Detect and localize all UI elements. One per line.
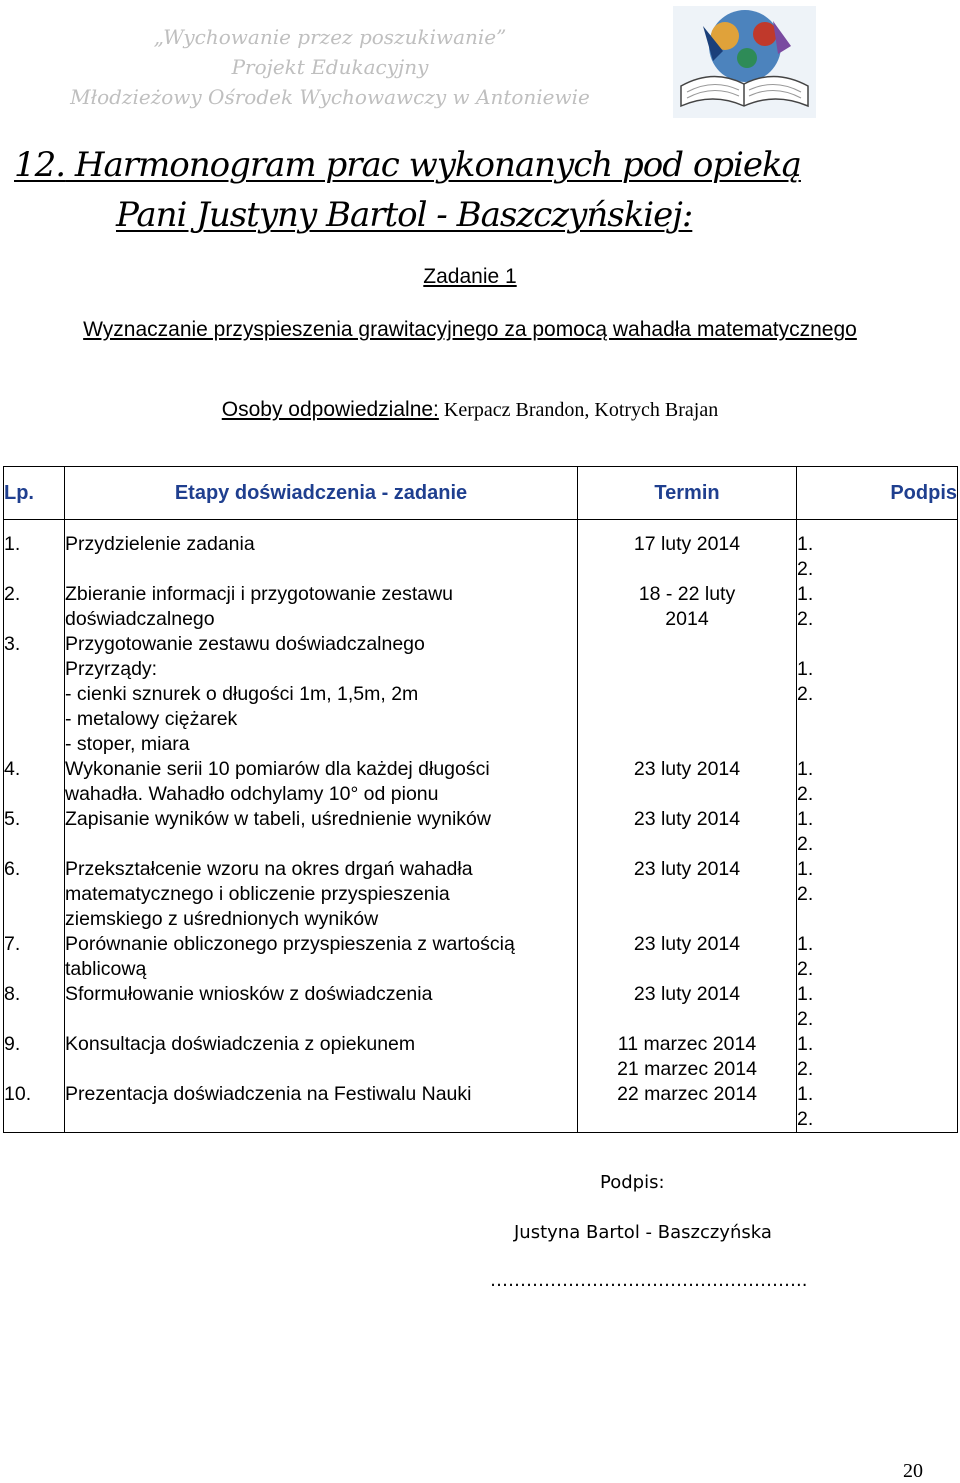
cell-term-line: 21 marzec 2014 — [617, 1058, 757, 1080]
cell-sign-line: 2. — [797, 833, 814, 855]
cell-task-line: Prezentacja doświadczenia na Festiwalu Nauki — [65, 1083, 472, 1105]
cell-task-line: Konsultacja doświadczenia z opiekunem — [65, 1033, 416, 1055]
cell-task — [65, 757, 578, 807]
cell-sign — [797, 1032, 958, 1082]
cell-task-line: ziemskiego z uśrednionych wyników — [65, 908, 379, 930]
cell-sign-line: 1. — [797, 1033, 814, 1055]
table-row — [4, 632, 958, 757]
cell-task-line: - metalowy ciężarek — [65, 708, 238, 730]
cell-task-line: tablicową — [65, 958, 147, 980]
signature-line: …………………………………………….. — [490, 1270, 808, 1291]
cell-sign-line: 1. — [797, 583, 814, 605]
cell-sign-line: 1. — [797, 933, 814, 955]
table-row — [4, 1082, 958, 1133]
cell-task — [65, 932, 578, 982]
cell-term — [578, 532, 797, 582]
cell-task-line: doświadczalnego — [65, 608, 215, 630]
cell-lp: 4. — [4, 757, 65, 807]
cell-sign-line: 1. — [797, 808, 814, 830]
table-spacer — [4, 520, 958, 533]
cell-task-line: Przygotowanie zestawu doświadczalnego — [65, 633, 425, 655]
cell-task-line: - cienki sznurek o długości 1m, 1,5m, 2m — [65, 683, 419, 705]
cell-lp: 7. — [4, 932, 65, 982]
cell-lp: 5. — [4, 807, 65, 857]
header-line-1: „Wychowanie przez poszukiwanie” — [153, 25, 507, 49]
cell-task-line: Zbieranie informacji i przygotowanie zestawu — [65, 583, 454, 605]
cell-term — [578, 807, 797, 857]
responsible-names: Kerpacz Brandon, Kotrych Brajan — [438, 399, 719, 421]
cell-sign — [797, 982, 958, 1032]
book-logo-icon — [673, 6, 816, 118]
cell-sign-line: 1. — [797, 533, 814, 555]
cell-task-line: Przyrządy: — [65, 658, 158, 680]
cell-task-line: Przekształcenie wzoru na okres drgań wahadła — [65, 858, 473, 880]
cell-task — [65, 582, 578, 632]
table-row — [4, 757, 958, 807]
cell-lp: 8. — [4, 982, 65, 1032]
cell-term — [578, 1082, 797, 1133]
table-row — [4, 857, 958, 932]
header-line-3: Młodzieżowy Ośrodek Wychowawczy w Antoniewie — [70, 85, 590, 109]
cell-task-line: Zapisanie wyników w tabeli, uśrednienie wyników — [65, 808, 491, 830]
cell-sign-line — [797, 632, 957, 657]
cell-term-line: 18 - 22 luty — [638, 583, 736, 605]
cell-sign-line: 1. — [797, 1083, 814, 1105]
table-row — [4, 582, 958, 632]
cell-task-line: wahadła. Wahadło odchylamy 10° od pionu — [65, 783, 439, 805]
header-lp: Lp. — [4, 467, 65, 520]
title-line-1: Harmonogram prac wykonanych pod opieką — [65, 145, 801, 185]
cell-task — [65, 532, 578, 582]
cell-lp: 6. — [4, 857, 65, 932]
table-header-row — [4, 467, 958, 520]
cell-sign-line: 1. — [797, 983, 814, 1005]
table-row — [4, 807, 958, 857]
cell-term-line: 23 luty 2014 — [633, 808, 741, 830]
cell-lp: 2. — [4, 582, 65, 632]
cell-task — [65, 632, 578, 757]
cell-term-line: 23 luty 2014 — [633, 858, 741, 880]
cell-term — [578, 1032, 797, 1082]
responsible-line — [0, 398, 940, 422]
header-task: Etapy doświadczenia - zadanie — [65, 467, 578, 520]
cell-sign-line: 2. — [797, 558, 814, 580]
cell-sign-line: 2. — [797, 608, 814, 630]
title-line-2: Pani Justyny Bartol - Baszczyńskiej: — [116, 195, 693, 235]
cell-term-line: 23 luty 2014 — [633, 983, 741, 1005]
cell-lp: 9. — [4, 1032, 65, 1082]
cell-sign — [797, 807, 958, 857]
cell-sign-line: 2. — [797, 683, 814, 705]
cell-task — [65, 982, 578, 1032]
header-line-2: Projekt Edukacyjny — [231, 55, 429, 79]
cell-sign-line: 2. — [797, 883, 814, 905]
cell-term — [578, 857, 797, 932]
cell-sign — [797, 757, 958, 807]
cell-task-line: Sformułowanie wniosków z doświadczenia — [65, 983, 433, 1005]
cell-sign-line: 1. — [797, 658, 814, 680]
header-term: Termin — [578, 467, 797, 520]
task-label: Zadanie 1 — [423, 265, 517, 288]
cell-sign-line: 1. — [797, 858, 814, 880]
cell-term — [578, 932, 797, 982]
cell-term — [578, 982, 797, 1032]
table-row — [4, 1032, 958, 1082]
cell-sign — [797, 582, 958, 632]
page-title — [14, 140, 934, 240]
cell-term-line: 22 marzec 2014 — [617, 1083, 757, 1105]
cell-task-line: Wykonanie serii 10 pomiarów dla każdej długości — [65, 758, 490, 780]
cell-term — [578, 632, 797, 757]
cell-sign-line: 2. — [797, 1108, 814, 1130]
cell-sign — [797, 1082, 958, 1133]
cell-task — [65, 1032, 578, 1082]
cell-term — [578, 757, 797, 807]
cell-sign-line: 2. — [797, 1058, 814, 1080]
cell-lp: 1. — [4, 532, 65, 582]
signature-name: Justyna Bartol - Baszczyńska — [514, 1222, 772, 1243]
cell-sign-line: 2. — [797, 783, 814, 805]
header-sign: Podpis — [797, 467, 958, 520]
cell-sign — [797, 632, 958, 757]
page-number: 20 — [903, 1460, 923, 1482]
cell-term-line: 11 marzec 2014 — [617, 1033, 757, 1055]
cell-term — [578, 582, 797, 632]
cell-term-line: 23 luty 2014 — [633, 758, 741, 780]
cell-term-line: 17 luty 2014 — [633, 533, 741, 555]
cell-sign — [797, 857, 958, 932]
cell-sign — [797, 932, 958, 982]
cell-task — [65, 1082, 578, 1133]
cell-sign-line: 2. — [797, 1008, 814, 1030]
cell-task-line: Przydzielenie zadania — [65, 533, 255, 555]
cell-task-line: Porównanie obliczonego przyspieszenia z wartością — [65, 933, 515, 955]
responsible-label: Osoby odpowiedzialne: — [221, 398, 439, 421]
cell-task-line: - stoper, miara — [65, 733, 190, 755]
cell-lp: 10. — [4, 1082, 65, 1133]
header-block — [60, 22, 600, 112]
cell-lp: 3. — [4, 632, 65, 757]
signature-label: Podpis: — [600, 1172, 665, 1193]
title-number: 12. — [14, 145, 66, 185]
schedule-table — [3, 466, 958, 1133]
cell-task — [65, 857, 578, 932]
cell-sign-line: 2. — [797, 958, 814, 980]
cell-term-line: 2014 — [665, 608, 709, 630]
table-row — [4, 532, 958, 582]
cell-term-line: 23 luty 2014 — [633, 933, 741, 955]
table-row — [4, 932, 958, 982]
cell-task-line: matematycznego i obliczenie przyspieszenia — [65, 883, 450, 905]
table-row — [4, 982, 958, 1032]
cell-sign-line: 1. — [797, 758, 814, 780]
task-title: Wyznaczanie przyspieszenia grawitacyjnego za pomocą wahadła matematycznego — [83, 318, 857, 341]
cell-task — [65, 807, 578, 857]
cell-sign — [797, 532, 958, 582]
